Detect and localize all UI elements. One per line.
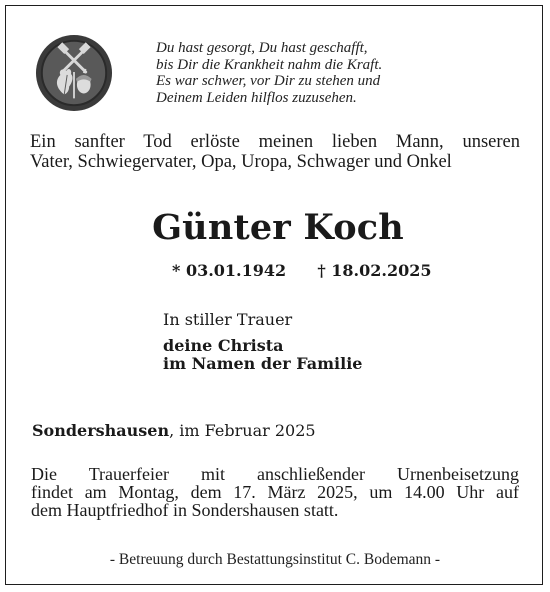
- life-dates: [172, 261, 431, 280]
- date: , im Februar 2025: [169, 421, 316, 440]
- death-symbol: †: [317, 261, 326, 280]
- poem-line: Es war schwer, vor Dir zu stehen und: [156, 73, 381, 89]
- poem-line: Du hast gesorgt, Du hast geschafft,: [156, 40, 368, 56]
- signer-line: im Namen der Familie: [163, 354, 363, 373]
- death-date: 18.02.2025: [331, 261, 432, 280]
- funeral-line: findet am Montag, dem 17. März 2025, um 14.00 Uhr auf: [31, 482, 519, 502]
- intro-text: [30, 132, 520, 172]
- birth-symbol: *: [172, 261, 181, 280]
- deceased-name: Günter Koch: [152, 207, 404, 248]
- birth-date: 03.01.1942: [185, 261, 287, 280]
- intro-line: Vater, Schwiegervater, Opa, Uropa, Schwager und Onkel: [30, 152, 452, 172]
- poem-quote: [156, 40, 456, 106]
- miner-hammer-oak-emblem-icon: [35, 34, 113, 112]
- poem-line: bis Dir die Krankheit nahm die Kraft.: [156, 56, 383, 73]
- funeral-line: dem Hauptfriedhof in Sondershausen statt.: [31, 500, 339, 520]
- funeral-info: [31, 465, 519, 519]
- intro-line: Ein sanfter Tod erlöste meinen lieben Mann, unseren: [30, 132, 520, 152]
- funeral-home-credit: - Betreuung durch Bestattungsinstitut C. Bodemann -: [109, 551, 441, 568]
- poem-line: Deinem Leiden hilflos zuzusehen.: [156, 89, 357, 106]
- signers: [163, 337, 362, 373]
- place: Sondershausen: [32, 421, 170, 440]
- place-date: [32, 421, 316, 440]
- mourning-text: In stiller Trauer: [163, 310, 293, 329]
- signer-line: deine Christa: [163, 336, 284, 355]
- funeral-line: Die Trauerfeier mit anschließender Urnenbeisetzung: [31, 464, 519, 484]
